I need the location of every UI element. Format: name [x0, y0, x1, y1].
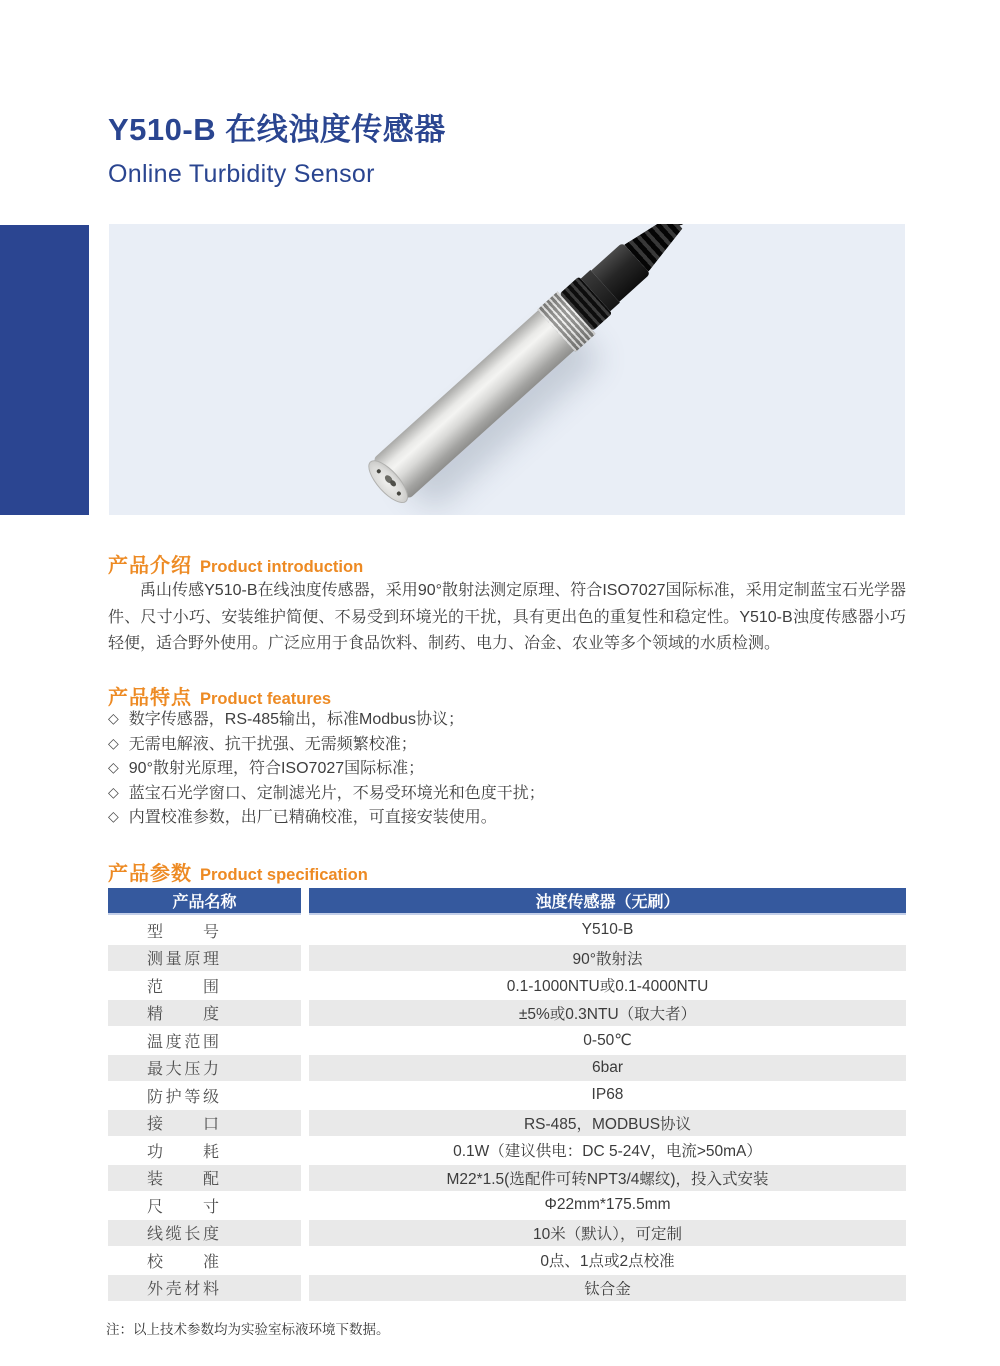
feature-item: [108, 804, 545, 829]
table-row: [108, 1027, 906, 1053]
feature-item-text: 90°散射光原理，符合ISO7027国际标准；: [128, 760, 425, 778]
feature-item-text: 蓝宝石光学窗口、定制滤光片，不易受环境光和色度干扰；: [128, 784, 545, 802]
spec-row-value: 6bar: [309, 1055, 906, 1081]
features-list: [108, 706, 545, 829]
spec-row-value: 0.1-1000NTU或0.1-4000NTU: [506, 978, 709, 995]
spec-table-header-value: 浊度传感器（无刷）: [309, 888, 906, 915]
footnote: 注：以上技术参数均为实验室标液环境下数据。: [106, 1322, 390, 1337]
spec-row-label-text: 范 围: [147, 978, 219, 996]
table-row: [108, 1247, 906, 1273]
spec-row-label: [108, 1192, 301, 1218]
feature-item-text: 无需电解液、抗干扰强、无需频繁校准；: [128, 735, 417, 753]
spec-table-body: [108, 917, 906, 1301]
decorative-side-band: [0, 225, 89, 515]
sensor-optical-window: [389, 479, 397, 488]
spec-row-label: [108, 917, 301, 943]
spec-row-value: 0-50℃: [583, 1031, 632, 1049]
sensor-probe-illustration: [361, 224, 731, 510]
spec-row-value: 0点、1点或2点校准: [540, 1253, 675, 1270]
table-row: [108, 945, 906, 971]
spec-row-label-text: 尺 寸: [147, 1198, 219, 1216]
section-heading-en: Product specification: [200, 866, 368, 884]
sensor-endcap-hole: [396, 491, 402, 497]
spec-row-value: RS-485，MODBUS协议: [309, 1110, 906, 1136]
spec-row-value: IP68: [591, 1086, 624, 1103]
spec-row-label-text: 最大压力: [147, 1061, 219, 1078]
spec-row-label-text: 校 准: [147, 1253, 219, 1271]
section-heading-en: Product introduction: [200, 558, 364, 576]
spec-row-value: Φ22mm*175.5mm: [544, 1196, 671, 1213]
diamond-bullet-icon: ◇: [108, 808, 119, 825]
feature-item-text: 数字传感器，RS-485输出，标准Modbus协议；: [128, 711, 464, 728]
diamond-bullet-icon: ◇: [108, 710, 119, 726]
spec-row-value: 10米（默认），可定制: [309, 1220, 906, 1246]
section-heading-en: Product features: [200, 690, 332, 708]
spec-row-label: [108, 1110, 301, 1136]
spec-row-label: [108, 1027, 301, 1053]
spec-row-label: [108, 945, 301, 971]
table-row: [108, 1082, 906, 1108]
sensor-body-tube: [369, 310, 575, 503]
section-heading-specification: [108, 857, 368, 886]
table-row: [108, 1192, 906, 1218]
page-title: Y510-B 在线浊度传感器: [108, 112, 446, 147]
spec-row-label: [108, 972, 301, 998]
spec-table-header-label: 产品名称: [108, 888, 301, 915]
spec-row-value: 90°散射法: [309, 945, 906, 971]
table-row: [108, 1165, 906, 1191]
feature-item: [108, 706, 545, 731]
spec-row-value: M22*1.5(选配件可转NPT3/4螺纹)，投入式安装: [309, 1165, 906, 1191]
table-row: [108, 972, 906, 998]
diamond-bullet-icon: ◇: [108, 759, 119, 776]
feature-item-text: 内置校准参数，出厂已精确校准，可直接安装使用。: [128, 809, 497, 827]
table-row: [108, 1275, 906, 1301]
diamond-bullet-icon: ◇: [108, 783, 119, 800]
spec-row-label: [108, 1137, 301, 1163]
table-row: [108, 917, 906, 943]
spec-row-label-text: 防护等级: [147, 1088, 219, 1106]
product-photo: [109, 224, 905, 515]
spec-row-label-text: 功 耗: [147, 1143, 219, 1161]
spec-row-value: 0.1W（建议供电：DC 5-24V，电流>50mA）: [453, 1143, 762, 1160]
spec-row-label: [108, 1247, 301, 1273]
spec-row-value: 钛合金: [309, 1275, 906, 1301]
spec-row-label: [108, 1055, 301, 1081]
table-row: [108, 1110, 906, 1136]
spec-row-label: [108, 1275, 301, 1301]
feature-item: [108, 755, 545, 780]
table-row: [108, 1137, 906, 1163]
sensor-endcap-hole: [376, 468, 382, 474]
spec-row-label-text: 接 口: [147, 1116, 219, 1133]
section-heading-zh: 产品参数: [108, 863, 192, 885]
diamond-bullet-icon: ◇: [108, 734, 119, 751]
spec-row-label-text: 测量原理: [147, 951, 219, 968]
spec-row-label-text: 型 号: [147, 923, 219, 941]
table-row: [108, 1220, 906, 1246]
spec-row-label-text: 装 配: [147, 1171, 219, 1188]
spec-row-label-text: 线缆长度: [147, 1226, 219, 1243]
spec-row-label-text: 精 度: [147, 1006, 219, 1023]
section-heading-zh: 产品特点: [108, 687, 192, 709]
spec-row-label-text: 外壳材料: [147, 1281, 219, 1298]
introduction-paragraph: 禹山传感Y510-B在线浊度传感器，采用90°散射法测定原理、符合ISO7027国际标准，采用定制蓝宝石光学器件、尺寸小巧、安装维护简便、不易受到环境光的干扰，具有更出色的重复性和稳定性。Y510-B浊度传感器小巧轻便，适合野外使用。广泛应用于食品饮料、制药、电力、冶金、农业等多个领域的水质检测。: [108, 582, 906, 652]
spec-row-label-text: 温度范围: [147, 1033, 219, 1051]
section-heading-zh: 产品介绍: [108, 555, 192, 577]
spec-table-header-row: [108, 888, 906, 915]
table-row: [108, 1055, 906, 1081]
spec-row-value: Y510-B: [581, 921, 634, 938]
spec-row-label: [108, 1220, 301, 1246]
feature-item: [108, 731, 545, 756]
feature-item: [108, 780, 545, 805]
page-subtitle: Online Turbidity Sensor: [108, 160, 375, 188]
table-row: [108, 1000, 906, 1026]
spec-row-value: ±5%或0.3NTU（取大者）: [309, 1000, 906, 1026]
section-heading-introduction: [108, 549, 363, 578]
spec-row-label: [108, 1000, 301, 1026]
spec-table: [108, 888, 906, 1301]
spec-row-label: [108, 1165, 301, 1191]
spec-row-label: [108, 1082, 301, 1108]
